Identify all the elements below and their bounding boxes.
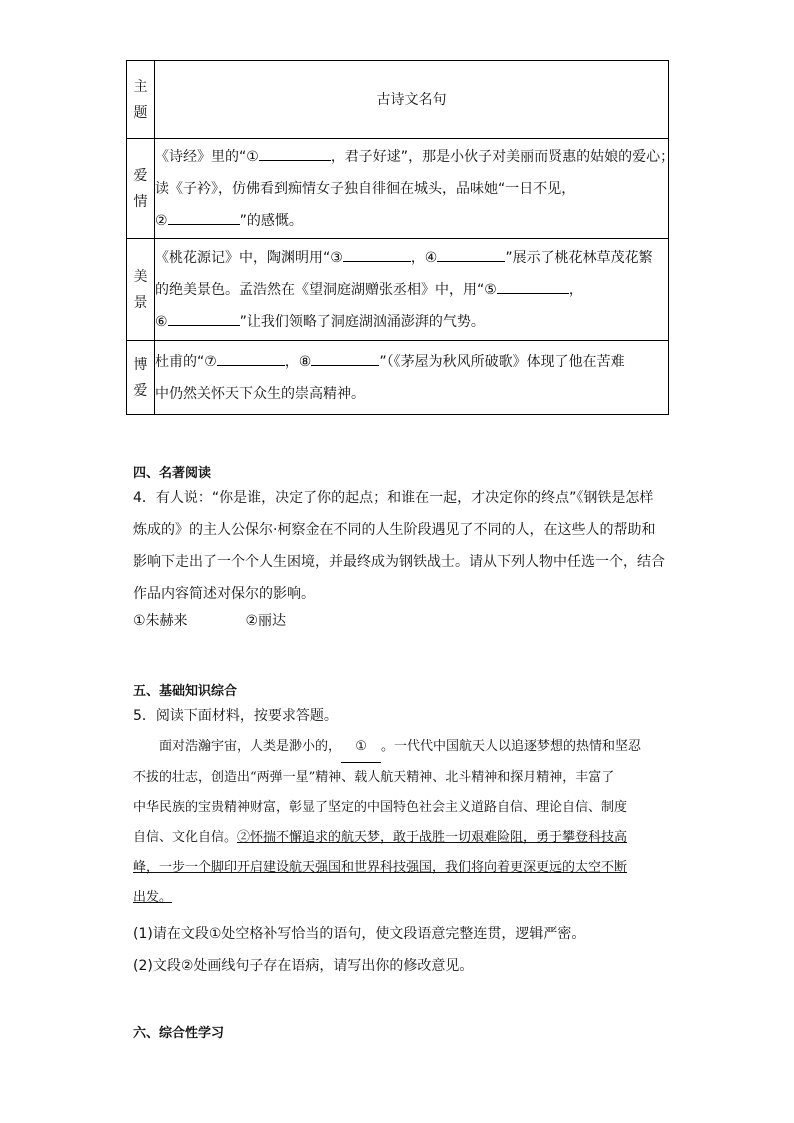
answer-blank-6[interactable] [168, 309, 240, 326]
section-title-6: 六、综合性学习 [133, 1026, 225, 1041]
question-5-subquestions [133, 918, 663, 982]
content-line: ⑥ ”让我们领略了洞庭湖汹涌澎湃的气势。 [155, 306, 668, 338]
topic-char: 主 [133, 78, 148, 95]
topic-char: 情 [133, 193, 148, 210]
content-line: 杜甫的“⑦ ，⑧ ”（《茅屋为秋风所破歌》体现了他在苦难 [155, 346, 668, 378]
content-line: 的绝美景色。孟浩然在《望洞庭湖赠张丞相》中，用“⑤ ， [155, 274, 668, 306]
answer-blank-5[interactable] [497, 277, 569, 294]
question-line: 炼成的》的主人公保尔·柯察金在不同的人生阶段遇见了不同的人，在这些人的帮助和 [133, 522, 656, 538]
topic-cell [127, 139, 155, 239]
topic-char: 爱 [133, 382, 148, 399]
table-row-scenery [127, 239, 669, 341]
material-line: 不拔的壮志，创造出“两弹一星”精神、载人航天精神、北斗精神和探月精神，丰富了 [133, 770, 615, 785]
table-row-love [127, 139, 669, 239]
reading-material [133, 732, 663, 913]
table-row-compassion [127, 341, 669, 415]
content-line: 《诗经》里的“① ，君子好逑”，那是小伙子对美丽而贤惠的姑娘的爱心； [155, 141, 668, 173]
topic-char: 景 [133, 294, 148, 311]
option-lida: ②丽达 [245, 613, 287, 629]
table-title-cell [155, 61, 669, 139]
topic-cell [127, 341, 155, 415]
answer-blank-4[interactable] [437, 245, 505, 262]
character-options [133, 610, 286, 630]
question-line: 4．有人说：“你是谁，决定了你的起点；和谁在一起，才决定你的终点”《钢铁是怎样 [133, 490, 654, 506]
topic-char: 博 [133, 356, 148, 373]
underlined-sentence: 峰，一步一个脚印开启建设航天强国和世界科技强国，我们将向着更深更远的太空不断 [133, 860, 628, 875]
content-line: 读《子衿》，仿佛看到痴情女子独自徘徊在城头，品味她“一日不见， [155, 180, 576, 197]
content-cell [155, 341, 669, 415]
material-blank-1: ① [341, 732, 381, 763]
content-line: 《桃花源记》中，陶渊明用“③ ，④ ”展示了桃花林草茂花繁 [155, 242, 668, 274]
topic-cell [127, 239, 155, 341]
subquestion-2: (2)文段②处画线句子存在语病，请写出你的修改意见。 [133, 958, 474, 974]
underlined-sentence: 出发。 [133, 890, 173, 905]
subquestion-1: (1)请在文段①处空格补写恰当的语句，使文段语意完整连贯，逻辑严密。 [133, 926, 586, 942]
topic-header-cell [127, 61, 155, 139]
material-line: 中华民族的宝贵精神财富，彰显了坚定的中国特色社会主义道路自信、理论自信、制度 [133, 800, 628, 815]
answer-blank-7[interactable] [217, 349, 285, 366]
answer-blank-1[interactable] [259, 144, 331, 161]
material-line: 自信、文化自信。②怀揣不懈追求的航天梦，敢于战胜一切艰难险阻，勇于攀登科技高 [133, 830, 628, 845]
section-title-5: 五、基础知识综合 [133, 684, 238, 699]
question-4-text [133, 482, 663, 610]
section-title-4: 四、名著阅读 [133, 466, 212, 481]
question-5-intro: 5．阅读下面材料，按要求答题。 [133, 708, 338, 724]
underlined-sentence: ②怀揣不懈追求的航天梦，敢于战胜一切艰难险阻，勇于攀登科技高 [237, 830, 628, 845]
topic-char: 题 [133, 104, 148, 121]
content-cell [155, 139, 675, 239]
answer-blank-3[interactable] [343, 245, 411, 262]
answer-blank-8[interactable] [311, 349, 379, 366]
content-cell [155, 239, 669, 341]
content-line: ② ”的感慨。 [155, 205, 668, 237]
topic-char: 爱 [133, 167, 148, 184]
answer-blank-2[interactable] [168, 208, 240, 225]
content-line: 中仍然关怀天下众生的崇高精神。 [155, 385, 365, 402]
poem-table [126, 60, 675, 415]
question-line: 作品内容简述对保尔的影响。 [133, 586, 315, 602]
table-header-row [127, 61, 669, 139]
table-title: 古诗文名句 [376, 91, 447, 108]
material-line: 面对浩瀚宇宙，人类是渺小的， ① 。一代代中国航天人以追逐梦想的热情和坚忍 [133, 732, 663, 763]
topic-char: 美 [133, 268, 148, 285]
question-line: 影响下走出了一个个人生困境，并最终成为钢铁战士。请从下列人物中任选一个，结合 [133, 554, 665, 570]
option-zhu-helai: ①朱赫来 [133, 613, 188, 629]
material-line [133, 883, 663, 913]
